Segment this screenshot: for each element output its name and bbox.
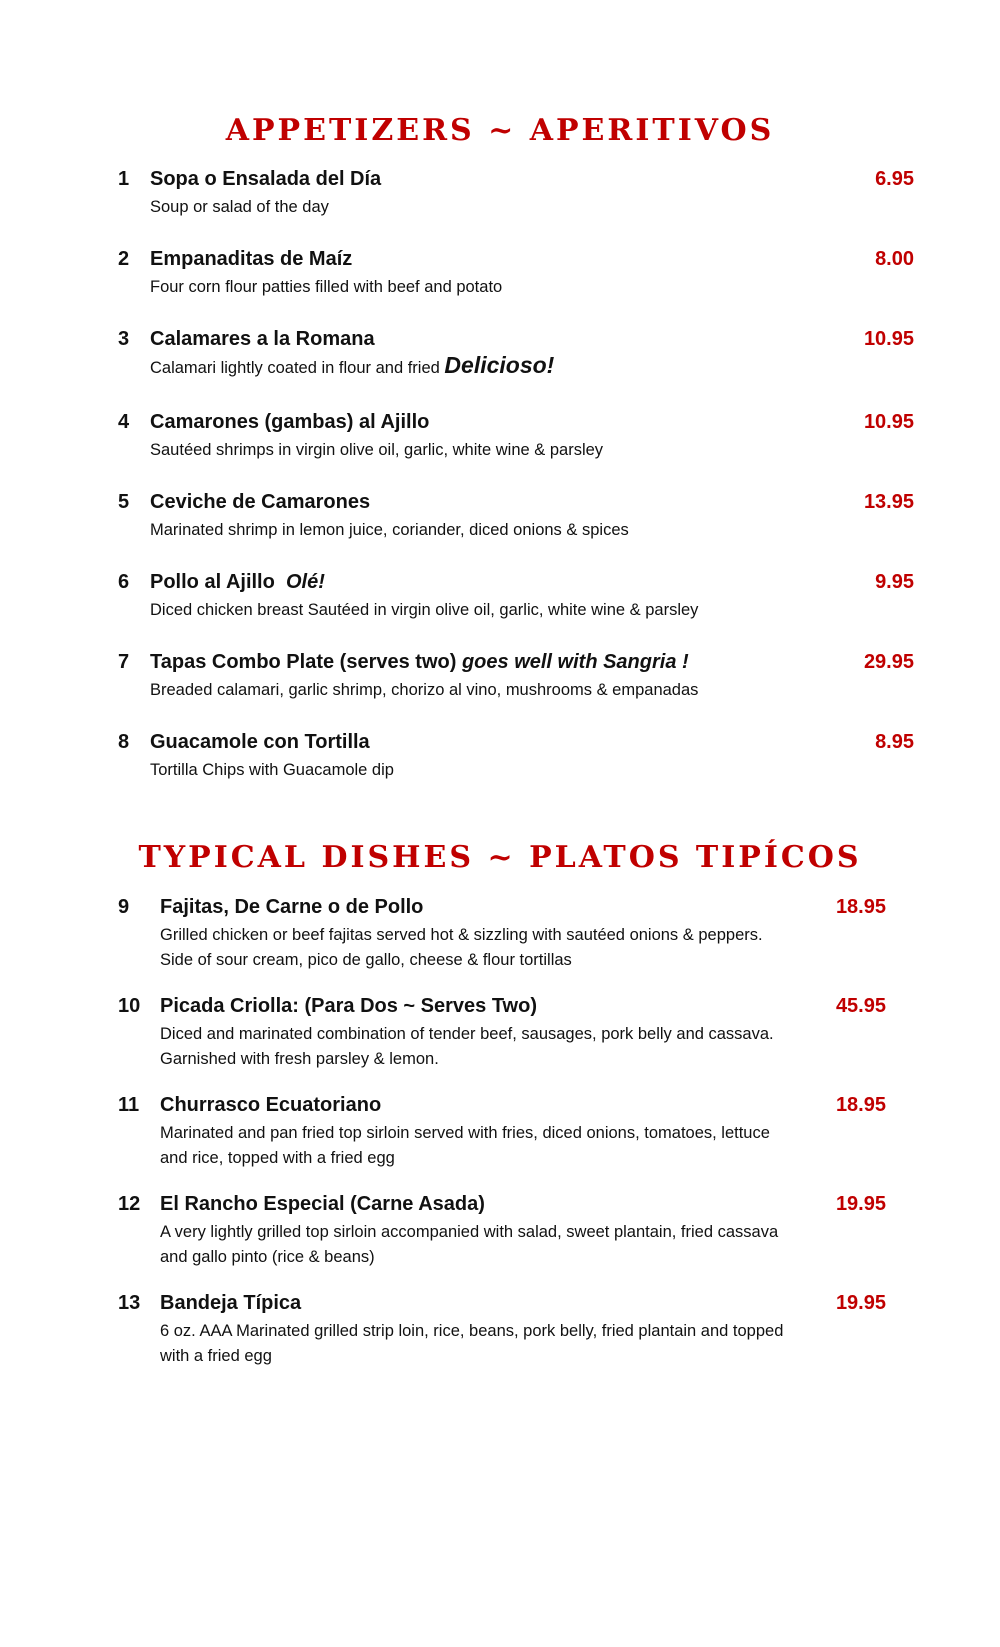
item-price: 18.95 [835,1094,886,1116]
item-name: Picada Criolla: (Para Dos ~ Serves Two) [160,995,537,1017]
item-name: Fajitas, De Carne o de Pollo [160,896,424,918]
item-price: 45.95 [835,995,886,1017]
item-name: Bandeja Típica [160,1292,302,1314]
item-name-flourish: Olé! [285,571,325,593]
item-description: 6 oz. AAA Marinated grilled strip loin, rice, beans, pork belly, fried plantain and topped with a fried egg [160,1322,784,1365]
item-description-exclaim: Delicioso! [444,352,555,378]
item-description: Breaded calamari, garlic shrimp, chorizo al vino, mushrooms & empanadas [150,681,699,699]
item-number: 13 [118,1292,141,1314]
item-name-text: Pollo al Ajillo [150,571,275,593]
item-price: 18.95 [835,896,886,918]
item-name-flourish: goes well with Sangria ! [461,651,689,673]
item-number: 2 [118,248,130,270]
item-name: Churrasco Ecuatoriano [160,1094,382,1116]
item-description: Marinated shrimp in lemon juice, coriander, diced onions & spices [150,521,629,539]
item-number: 4 [118,411,130,433]
item-description: Diced chicken breast Sautéed in virgin olive oil, garlic, white wine & parsley [150,601,699,619]
item-description: Tortilla Chips with Guacamole dip [150,761,394,779]
item-price: 19.95 [835,1292,886,1314]
item-name: Empanaditas de Maíz [150,248,353,270]
item-name [150,571,325,594]
item-price: 8.00 [875,248,914,270]
item-name: Calamares a la Romana [150,328,375,350]
appetizers-heading: APPETIZERS ~ APERITIVOS [225,113,775,148]
item-name [150,651,689,674]
item-price: 8.95 [875,731,914,753]
item-number: 9 [118,896,130,918]
item-price: 29.95 [863,651,914,673]
item-description: Diced and marinated combination of tender beef, sausages, pork belly and cassava. Garnished with fresh parsley & lemon. [160,1025,774,1068]
item-description: Soup or salad of the day [150,198,329,216]
item-number: 10 [118,995,141,1017]
item-name: El Rancho Especial (Carne Asada) [160,1193,485,1215]
item-number: 12 [118,1193,141,1215]
item-name: Ceviche de Camarones [150,491,371,513]
item-price: 10.95 [863,411,914,433]
item-number: 6 [118,571,130,593]
item-description: Four corn flour patties filled with beef and potato [150,278,503,296]
item-number: 11 [118,1094,140,1116]
item-description: Sautéed shrimps in virgin olive oil, garlic, white wine & parsley [150,441,604,459]
item-description-text: Calamari lightly coated in flour and fried [150,359,440,377]
item-price: 9.95 [875,571,914,593]
item-price: 19.95 [835,1193,886,1215]
item-name-text: Tapas Combo Plate (serves two) [150,651,457,673]
item-number: 8 [118,731,130,753]
item-name: Guacamole con Tortilla [150,731,370,753]
item-number: 3 [118,328,130,350]
item-number: 1 [118,168,130,190]
typical-dishes-heading: TYPICAL DISHES ~ PLATOS TIPÍCOS [138,840,862,875]
item-price: 6.95 [875,168,914,190]
item-name: Sopa o Ensalada del Día [150,168,382,190]
item-number: 7 [118,651,130,673]
item-description: Marinated and pan fried top sirloin served with fries, diced onions, tomatoes, lettuce and rice, topped with a fried egg [160,1124,770,1167]
item-number: 5 [118,491,130,513]
item-description: A very lightly grilled top sirloin accompanied with salad, sweet plantain, fried cassava and gallo pinto (rice & beans) [160,1223,779,1266]
item-price: 13.95 [863,491,914,513]
item-price: 10.95 [863,328,914,350]
item-name: Camarones (gambas) al Ajillo [150,411,430,433]
item-description: Grilled chicken or beef fajitas served hot & sizzling with sautéed onions & peppers. Side of sour cream, pico de gallo, cheese & flour tortillas [160,926,763,969]
item-description [150,353,850,381]
